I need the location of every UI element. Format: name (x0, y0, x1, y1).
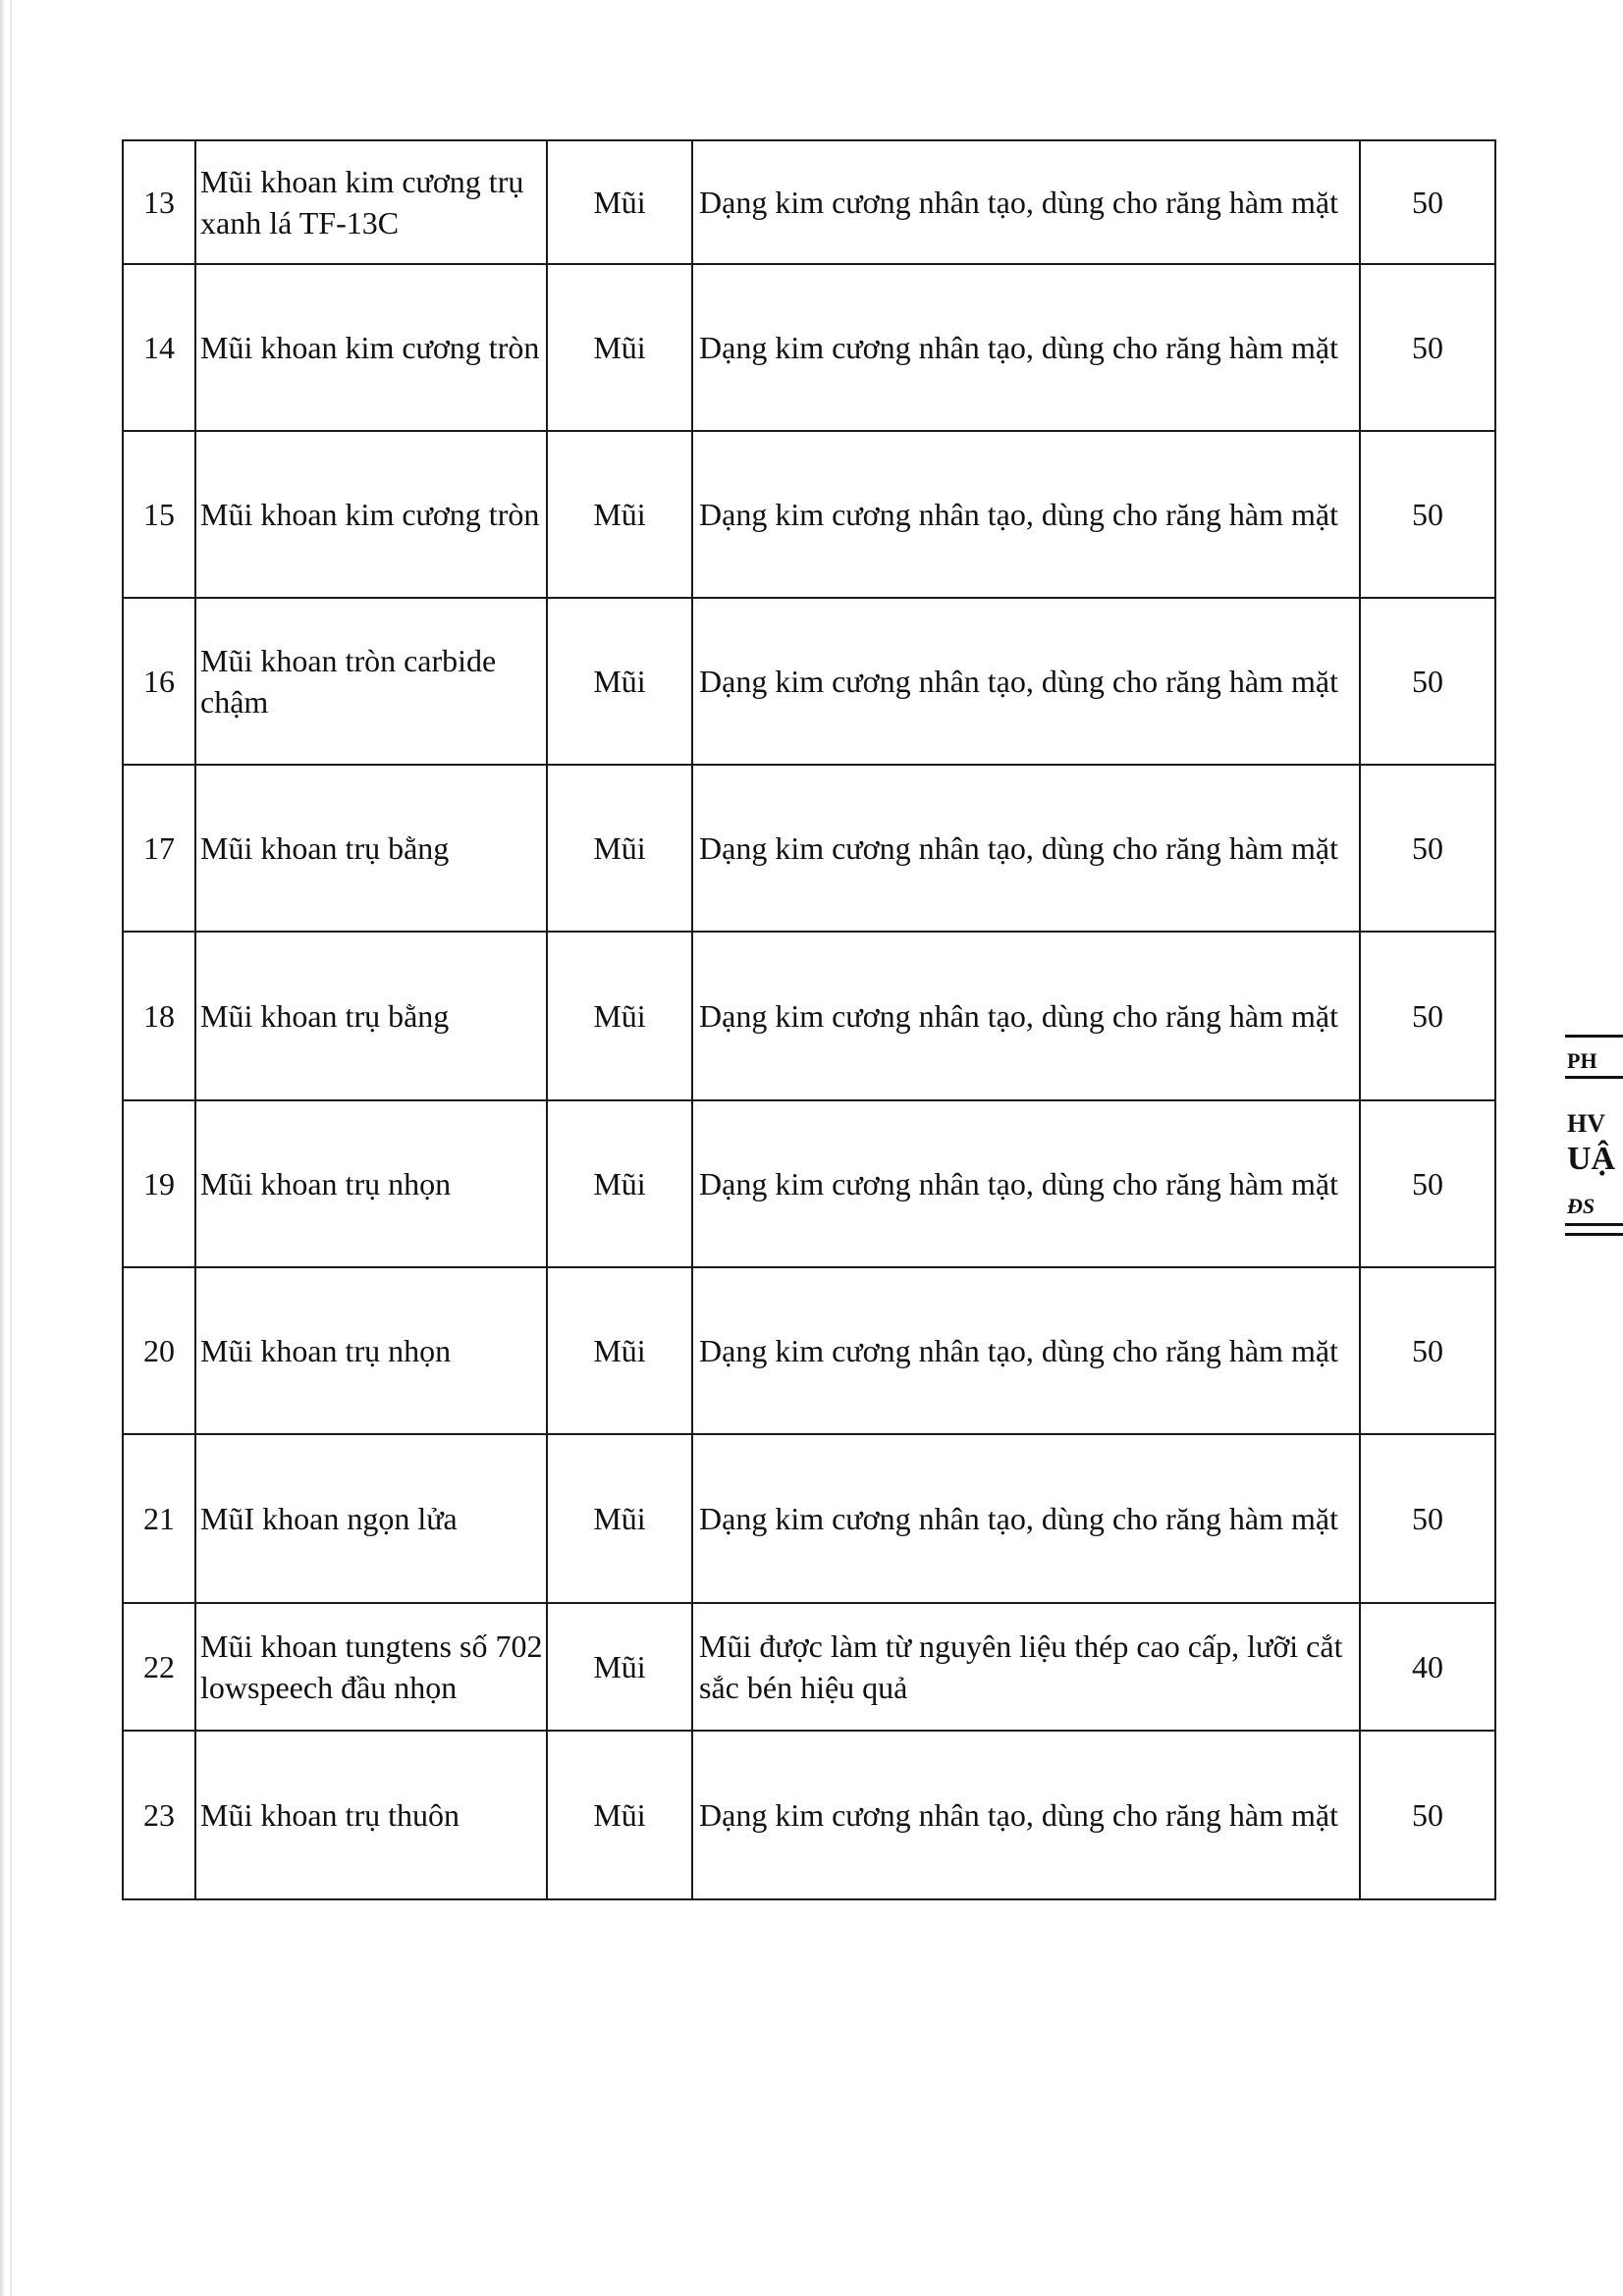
item-description: Dạng kim cương nhân tạo, dùng cho răng hàm mặt (692, 431, 1360, 598)
stamp-line (1565, 1233, 1623, 1236)
row-number: 13 (123, 140, 195, 264)
row-number: 18 (123, 932, 195, 1100)
table-row (123, 264, 1495, 431)
item-unit: Mũi (547, 140, 692, 264)
stamp-text: HV (1567, 1109, 1605, 1138)
item-quantity: 50 (1360, 140, 1495, 264)
item-quantity: 50 (1360, 1434, 1495, 1603)
item-description: Dạng kim cương nhân tạo, dùng cho răng hàm mặt (692, 1100, 1360, 1267)
item-quantity: 50 (1360, 1267, 1495, 1434)
item-quantity: 50 (1360, 431, 1495, 598)
item-unit: Mũi (547, 932, 692, 1100)
table-row (123, 1267, 1495, 1434)
item-description: Dạng kim cương nhân tạo, dùng cho răng hàm mặt (692, 1267, 1360, 1434)
item-unit: Mũi (547, 1267, 692, 1434)
item-name: Mũi khoan kim cương tròn (195, 264, 547, 431)
item-name: Mũi khoan tròn carbide chậm (195, 598, 547, 765)
row-number: 23 (123, 1731, 195, 1899)
item-name: Mũi khoan kim cương trụ xanh lá TF-13C (195, 140, 547, 264)
item-unit: Mũi (547, 264, 692, 431)
table-row (123, 1100, 1495, 1267)
item-unit: Mũi (547, 765, 692, 932)
item-name: Mũi khoan trụ nhọn (195, 1100, 547, 1267)
stamp-fragment (1559, 1031, 1623, 1306)
table-row (123, 598, 1495, 765)
table-row (123, 1603, 1495, 1731)
item-name: Mũi khoan trụ bằng (195, 932, 547, 1100)
item-name: Mũi khoan tungtens số 702 lowspeech đầu nhọn (195, 1603, 547, 1731)
row-number: 17 (123, 765, 195, 932)
row-number: 16 (123, 598, 195, 765)
stamp-line (1565, 1035, 1623, 1038)
row-number: 21 (123, 1434, 195, 1603)
item-description: Dạng kim cương nhân tạo, dùng cho răng hàm mặt (692, 140, 1360, 264)
item-description: Dạng kim cương nhân tạo, dùng cho răng hàm mặt (692, 1434, 1360, 1603)
scan-edge-shadow (0, 0, 6, 2296)
item-quantity: 50 (1360, 1731, 1495, 1899)
stamp-text: ĐS (1567, 1194, 1596, 1218)
stamp-text: UẬ (1567, 1141, 1616, 1177)
row-number: 22 (123, 1603, 195, 1731)
item-unit: Mũi (547, 1603, 692, 1731)
item-description: Dạng kim cương nhân tạo, dùng cho răng hàm mặt (692, 932, 1360, 1100)
scan-edge-line (10, 0, 12, 2296)
item-unit: Mũi (547, 431, 692, 598)
row-number: 15 (123, 431, 195, 598)
row-number: 14 (123, 264, 195, 431)
item-description: Dạng kim cương nhân tạo, dùng cho răng hàm mặt (692, 1731, 1360, 1899)
table-row (123, 1731, 1495, 1899)
item-quantity: 40 (1360, 1603, 1495, 1731)
item-unit: Mũi (547, 598, 692, 765)
item-description: Mũi được làm từ nguyên liệu thép cao cấp, lưỡi cắt sắc bén hiệu quả (692, 1603, 1360, 1731)
item-quantity: 50 (1360, 765, 1495, 932)
item-name: Mũi khoan trụ thuôn (195, 1731, 547, 1899)
stamp-line (1565, 1076, 1623, 1079)
item-name: MũI khoan ngọn lửa (195, 1434, 547, 1603)
item-description: Dạng kim cương nhân tạo, dùng cho răng hàm mặt (692, 765, 1360, 932)
item-unit: Mũi (547, 1434, 692, 1603)
stamp-line (1565, 1223, 1623, 1226)
row-number: 19 (123, 1100, 195, 1267)
item-unit: Mũi (547, 1100, 692, 1267)
items-table (122, 139, 1496, 1900)
items-table-body (123, 140, 1495, 1899)
item-quantity: 50 (1360, 1100, 1495, 1267)
table-row (123, 431, 1495, 598)
item-name: Mũi khoan trụ nhọn (195, 1267, 547, 1434)
table-row (123, 932, 1495, 1100)
item-name: Mũi khoan trụ bằng (195, 765, 547, 932)
item-description: Dạng kim cương nhân tạo, dùng cho răng hàm mặt (692, 264, 1360, 431)
table-row (123, 1434, 1495, 1603)
item-quantity: 50 (1360, 598, 1495, 765)
stamp-text: PH (1567, 1048, 1597, 1073)
table-row (123, 140, 1495, 264)
item-description: Dạng kim cương nhân tạo, dùng cho răng hàm mặt (692, 598, 1360, 765)
row-number: 20 (123, 1267, 195, 1434)
table-row (123, 765, 1495, 932)
item-quantity: 50 (1360, 264, 1495, 431)
item-unit: Mũi (547, 1731, 692, 1899)
item-name: Mũi khoan kim cương tròn (195, 431, 547, 598)
item-quantity: 50 (1360, 932, 1495, 1100)
